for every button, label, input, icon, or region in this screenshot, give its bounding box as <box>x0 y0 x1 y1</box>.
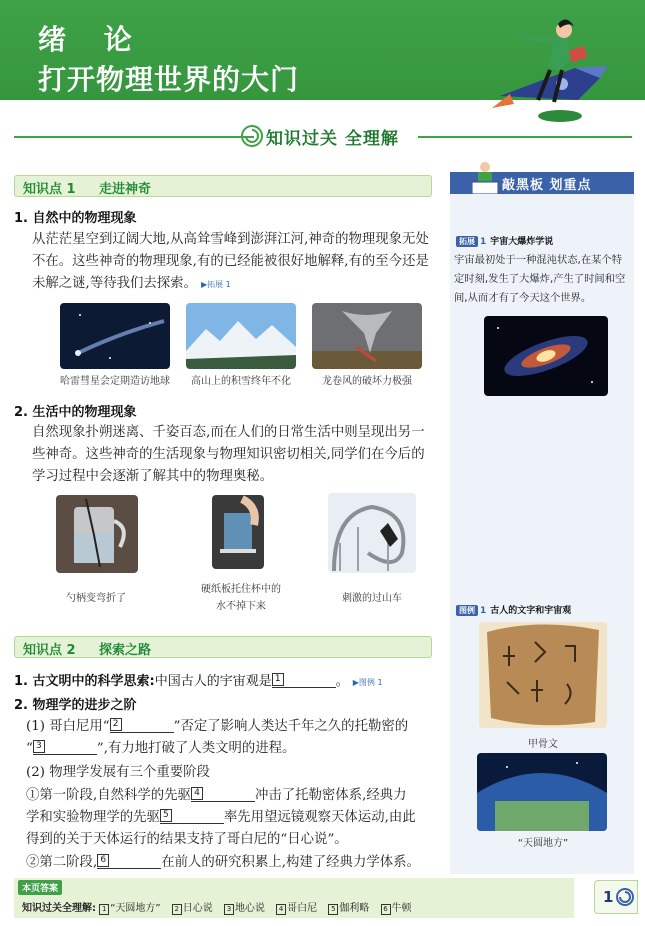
tag-title: 宇宙大爆炸学说 <box>490 237 554 247</box>
reference-link[interactable]: ▶图例 1 <box>352 678 383 687</box>
blank-number: 1 <box>272 673 284 686</box>
answer-item <box>99 903 160 914</box>
answer-blank-3[interactable] <box>33 739 97 755</box>
question-label: 1. 古文明中的科学思索: <box>14 674 155 689</box>
snow-mountain-photo <box>186 303 296 369</box>
answer-blank-5[interactable] <box>160 808 224 824</box>
cardboard-cup-photo <box>212 495 264 569</box>
swirl-icon <box>240 124 264 148</box>
answer-blank-4[interactable] <box>191 786 255 802</box>
tag-number: 1 <box>480 237 487 247</box>
reference-link[interactable]: ▶拓展 1 <box>200 280 231 289</box>
answer-item <box>172 903 213 914</box>
answer-item <box>381 903 412 914</box>
answer-item <box>224 903 265 914</box>
galaxy-photo <box>484 316 608 396</box>
question-text: 中国古人的宇宙观是 <box>154 674 272 689</box>
question-text: ”否定了影响人类达千年之久的托勒密的 <box>173 719 409 734</box>
answer-blank-6[interactable] <box>97 853 161 869</box>
blackboard-teacher-icon <box>472 160 498 194</box>
chapter-subtitle: 打开物理世界的大门 <box>38 63 300 96</box>
section-number: 知识点 2 <box>23 643 76 658</box>
reference-label: 图例 1 <box>358 678 383 687</box>
answer-item <box>276 903 317 914</box>
subheading-progress: 2. 物理学的进步之阶 <box>14 698 137 713</box>
question-text: (1) 哥白尼用“ <box>26 719 110 734</box>
spoon-glass-photo <box>56 495 138 573</box>
answer-number: 6 <box>381 904 391 915</box>
page-number-tab <box>594 880 638 914</box>
answer-text: 哥白尼 <box>287 903 318 914</box>
answer-item <box>328 903 369 914</box>
question-4 <box>26 785 436 851</box>
question-text: ”,有力地打破了人类文明的进程。 <box>96 741 296 756</box>
subheading-natural: 1. 自然中的物理现象 <box>14 211 137 226</box>
roller-coaster-photo <box>328 493 416 573</box>
heaven-earth-photo <box>477 753 607 831</box>
sidebar-title: 敲黑板 划重点 <box>502 178 592 193</box>
paragraph-natural <box>32 229 434 296</box>
tag-type: 图例 <box>456 605 478 616</box>
comet-photo <box>60 303 170 369</box>
banner-line-left <box>14 136 254 138</box>
photo-caption: 甲骨文 <box>528 739 558 750</box>
answer-label: 知识过关全理解: <box>22 903 96 914</box>
question-1: 1. 古文明中的科学思索:中国古人的宇宙观是 1 。 ▶图例 1 <box>14 674 383 689</box>
paragraph-text: 从茫茫星空到辽阔大地,从高耸雪峰到澎湃江河,神奇的物理现象无处不在。这些神奇的物理现象,有的已经能被很好地解释,有的至今还是未解之谜,等待我们去探索。 <box>32 232 429 291</box>
oracle-bone-photo <box>479 622 607 728</box>
tag-title: 古人的文字和宇宙观 <box>490 606 572 616</box>
blank-number: 2 <box>110 718 122 731</box>
answer-list <box>22 899 420 915</box>
answer-number: 2 <box>172 904 182 915</box>
sidebar-tag-example <box>456 603 571 616</box>
photo-caption-line-2: 水不掉下来 <box>216 601 266 612</box>
section-number: 知识点 1 <box>23 182 76 197</box>
question-text: 在前人的研究积累上,构建了经典力学体系。 <box>161 855 420 870</box>
answer-text: 日心说 <box>182 903 213 914</box>
question-text: ②第二阶段, <box>26 855 98 870</box>
photo-caption: 刺激的过山车 <box>342 593 402 604</box>
tag-type: 拓展 <box>456 236 478 247</box>
question-text: ①第一阶段,自然科学的先驱 <box>26 788 191 803</box>
answer-text: 地心说 <box>234 903 265 914</box>
answer-tag: 本页答案 <box>18 880 62 895</box>
blank-number: 5 <box>160 809 172 822</box>
question-text: 冲击了托勒密体系,经典力 <box>254 788 407 803</box>
question-3: (2) 物理学发展有三个重要阶段 <box>26 765 210 780</box>
section-banner <box>0 118 645 154</box>
blank-number: 4 <box>191 787 203 800</box>
answer-number: 5 <box>328 904 338 915</box>
photo-caption: 龙卷风的破坏力极强 <box>322 376 412 387</box>
section-bar-1 <box>14 175 432 197</box>
sidebar-header <box>450 172 634 194</box>
answer-text: 牛顿 <box>391 903 412 914</box>
swirl-icon <box>615 887 635 907</box>
sidebar-tag-expand <box>456 234 553 247</box>
banner-line-right <box>418 136 632 138</box>
rocket-girl-illustration <box>480 8 630 128</box>
banner-title: 知识过关 全理解 <box>266 129 399 149</box>
photo-caption: “天圆地方” <box>517 838 569 849</box>
answer-text: 伽利略 <box>339 903 370 914</box>
chapter-title: 绪 论 <box>38 23 146 56</box>
answer-number: 1 <box>99 904 109 915</box>
blank-number: 3 <box>33 740 45 753</box>
question-2 <box>26 716 436 760</box>
answer-number: 3 <box>224 904 234 915</box>
answer-blank-2[interactable] <box>110 717 174 733</box>
question-text: 率先用望远镜观察天体运动,由此 <box>223 810 416 825</box>
section-title: 走进神奇 <box>99 182 152 197</box>
paragraph-life: 自然现象扑朔迷离、千姿百态,而在人们的日常生活中则呈现出另一些神奇。这些神奇的生活现象与物理知识密切相关,同学们在今后的学习过程中会逐渐了解其中的物理奥秘。 <box>32 425 425 484</box>
reference-label: 拓展 1 <box>207 280 231 289</box>
section-title: 探索之路 <box>99 643 152 658</box>
subheading-life: 2. 生活中的物理现象 <box>14 405 137 420</box>
question-5 <box>26 852 436 874</box>
photo-caption: 勺柄变弯折了 <box>66 593 126 604</box>
tag-number: 1 <box>480 606 487 616</box>
answer-blank-1[interactable] <box>272 672 336 688</box>
photo-caption: 高山上的积雪终年不化 <box>191 376 291 387</box>
question-text: 得到的关于天体运行的结果支持了哥白尼的“日心说”。 <box>26 832 348 847</box>
page-number: 1 <box>603 888 614 906</box>
sidebar-text-bigbang: 宇宙最初处于一种混沌状态,在某个特定时刻,发生了大爆炸,产生了时间和空间,从而才有了今天这个世界。 <box>454 254 626 304</box>
question-text: “ <box>26 741 33 756</box>
blank-number: 6 <box>97 854 109 867</box>
question-text: 学和实验物理学的先驱 <box>26 810 160 825</box>
photo-caption: 哈雷彗星会定期造访地球 <box>60 376 170 387</box>
tornado-photo <box>312 303 422 369</box>
section-bar-2 <box>14 636 432 658</box>
answer-text: “天圆地方” <box>110 903 161 914</box>
answer-number: 4 <box>276 904 286 915</box>
photo-caption-line-1: 硬纸板托住杯中的 <box>201 584 281 595</box>
